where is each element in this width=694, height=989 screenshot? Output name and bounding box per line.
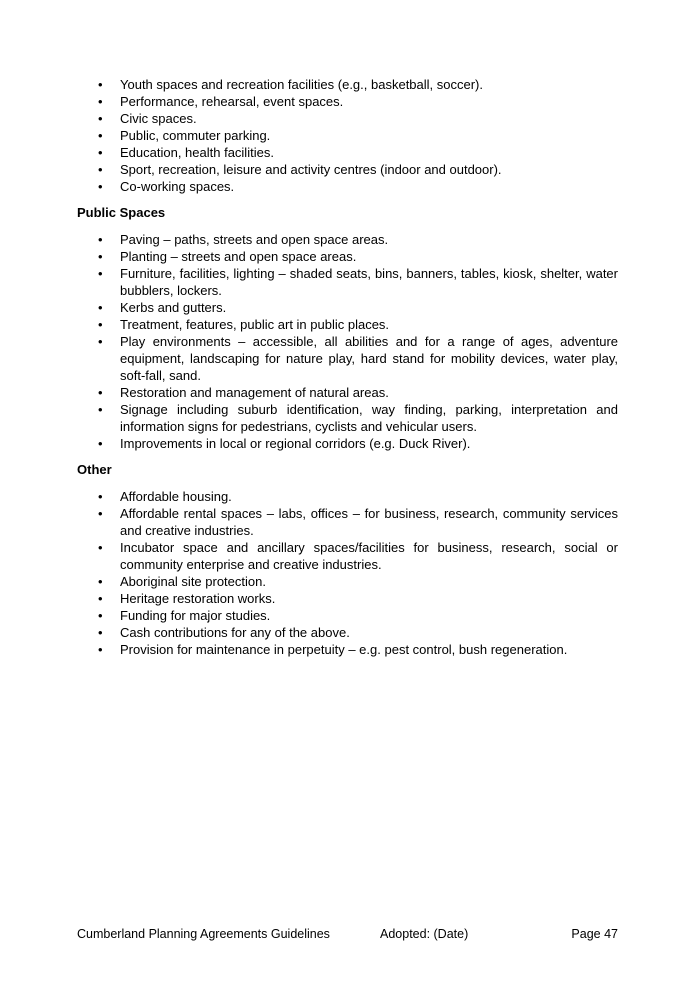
list-item: • Heritage restoration works.: [77, 590, 618, 607]
footer-document-title: Cumberland Planning Agreements Guidelines: [77, 927, 330, 941]
list-item: • Furniture, facilities, lighting – shaded seats, bins, banners, tables, kiosk, shelter, water bubblers, lockers.: [77, 265, 618, 299]
list-item: • Signage including suburb identification, way finding, parking, interpretation and information signs for pedestrians, cyclists and vehicular users.: [77, 401, 618, 435]
list-item: • Education, health facilities.: [77, 144, 618, 161]
list-item: • Public, commuter parking.: [77, 127, 618, 144]
public-spaces-heading: Public Spaces: [77, 205, 166, 220]
list-item: • Restoration and management of natural areas.: [77, 384, 618, 401]
list-item: • Sport, recreation, leisure and activity centres (indoor and outdoor).: [77, 161, 618, 178]
facilities-list: [77, 76, 618, 195]
list-item: • Affordable housing.: [77, 488, 618, 505]
list-item: • Improvements in local or regional corridors (e.g. Duck River).: [77, 435, 618, 452]
other-heading: Other: [77, 462, 112, 477]
list-item: • Performance, rehearsal, event spaces.: [77, 93, 618, 110]
list-item: • Youth spaces and recreation facilities (e.g., basketball, soccer).: [77, 76, 618, 93]
list-item: • Funding for major studies.: [77, 607, 618, 624]
list-item: • Provision for maintenance in perpetuity – e.g. pest control, bush regeneration.: [77, 641, 618, 658]
footer-page-number: Page 47: [571, 927, 618, 941]
list-item: • Paving – paths, streets and open space areas.: [77, 231, 618, 248]
list-item: • Cash contributions for any of the above.: [77, 624, 618, 641]
list-item: • Affordable rental spaces – labs, offices – for business, research, community services and creative industries.: [77, 505, 618, 539]
page-content: [77, 76, 618, 658]
list-item: • Play environments – accessible, all abilities and for a range of ages, adventure equipment, landscaping for nature play, hard stand for mobility devices, water play, soft-fall, sand.: [77, 333, 618, 384]
footer-adopted-date: Adopted: (Date): [380, 927, 469, 941]
page-footer: [77, 926, 618, 943]
list-item: • Planting – streets and open space areas.: [77, 248, 618, 265]
list-item: • Treatment, features, public art in public places.: [77, 316, 618, 333]
list-item: • Aboriginal site protection.: [77, 573, 618, 590]
other-list: [77, 488, 618, 658]
list-item: • Incubator space and ancillary spaces/facilities for business, research, social or community enterprise and creative industries.: [77, 539, 618, 573]
public-spaces-list: [77, 231, 618, 452]
list-item: • Co-working spaces.: [77, 178, 618, 195]
list-item: • Kerbs and gutters.: [77, 299, 618, 316]
list-item: • Civic spaces.: [77, 110, 618, 127]
